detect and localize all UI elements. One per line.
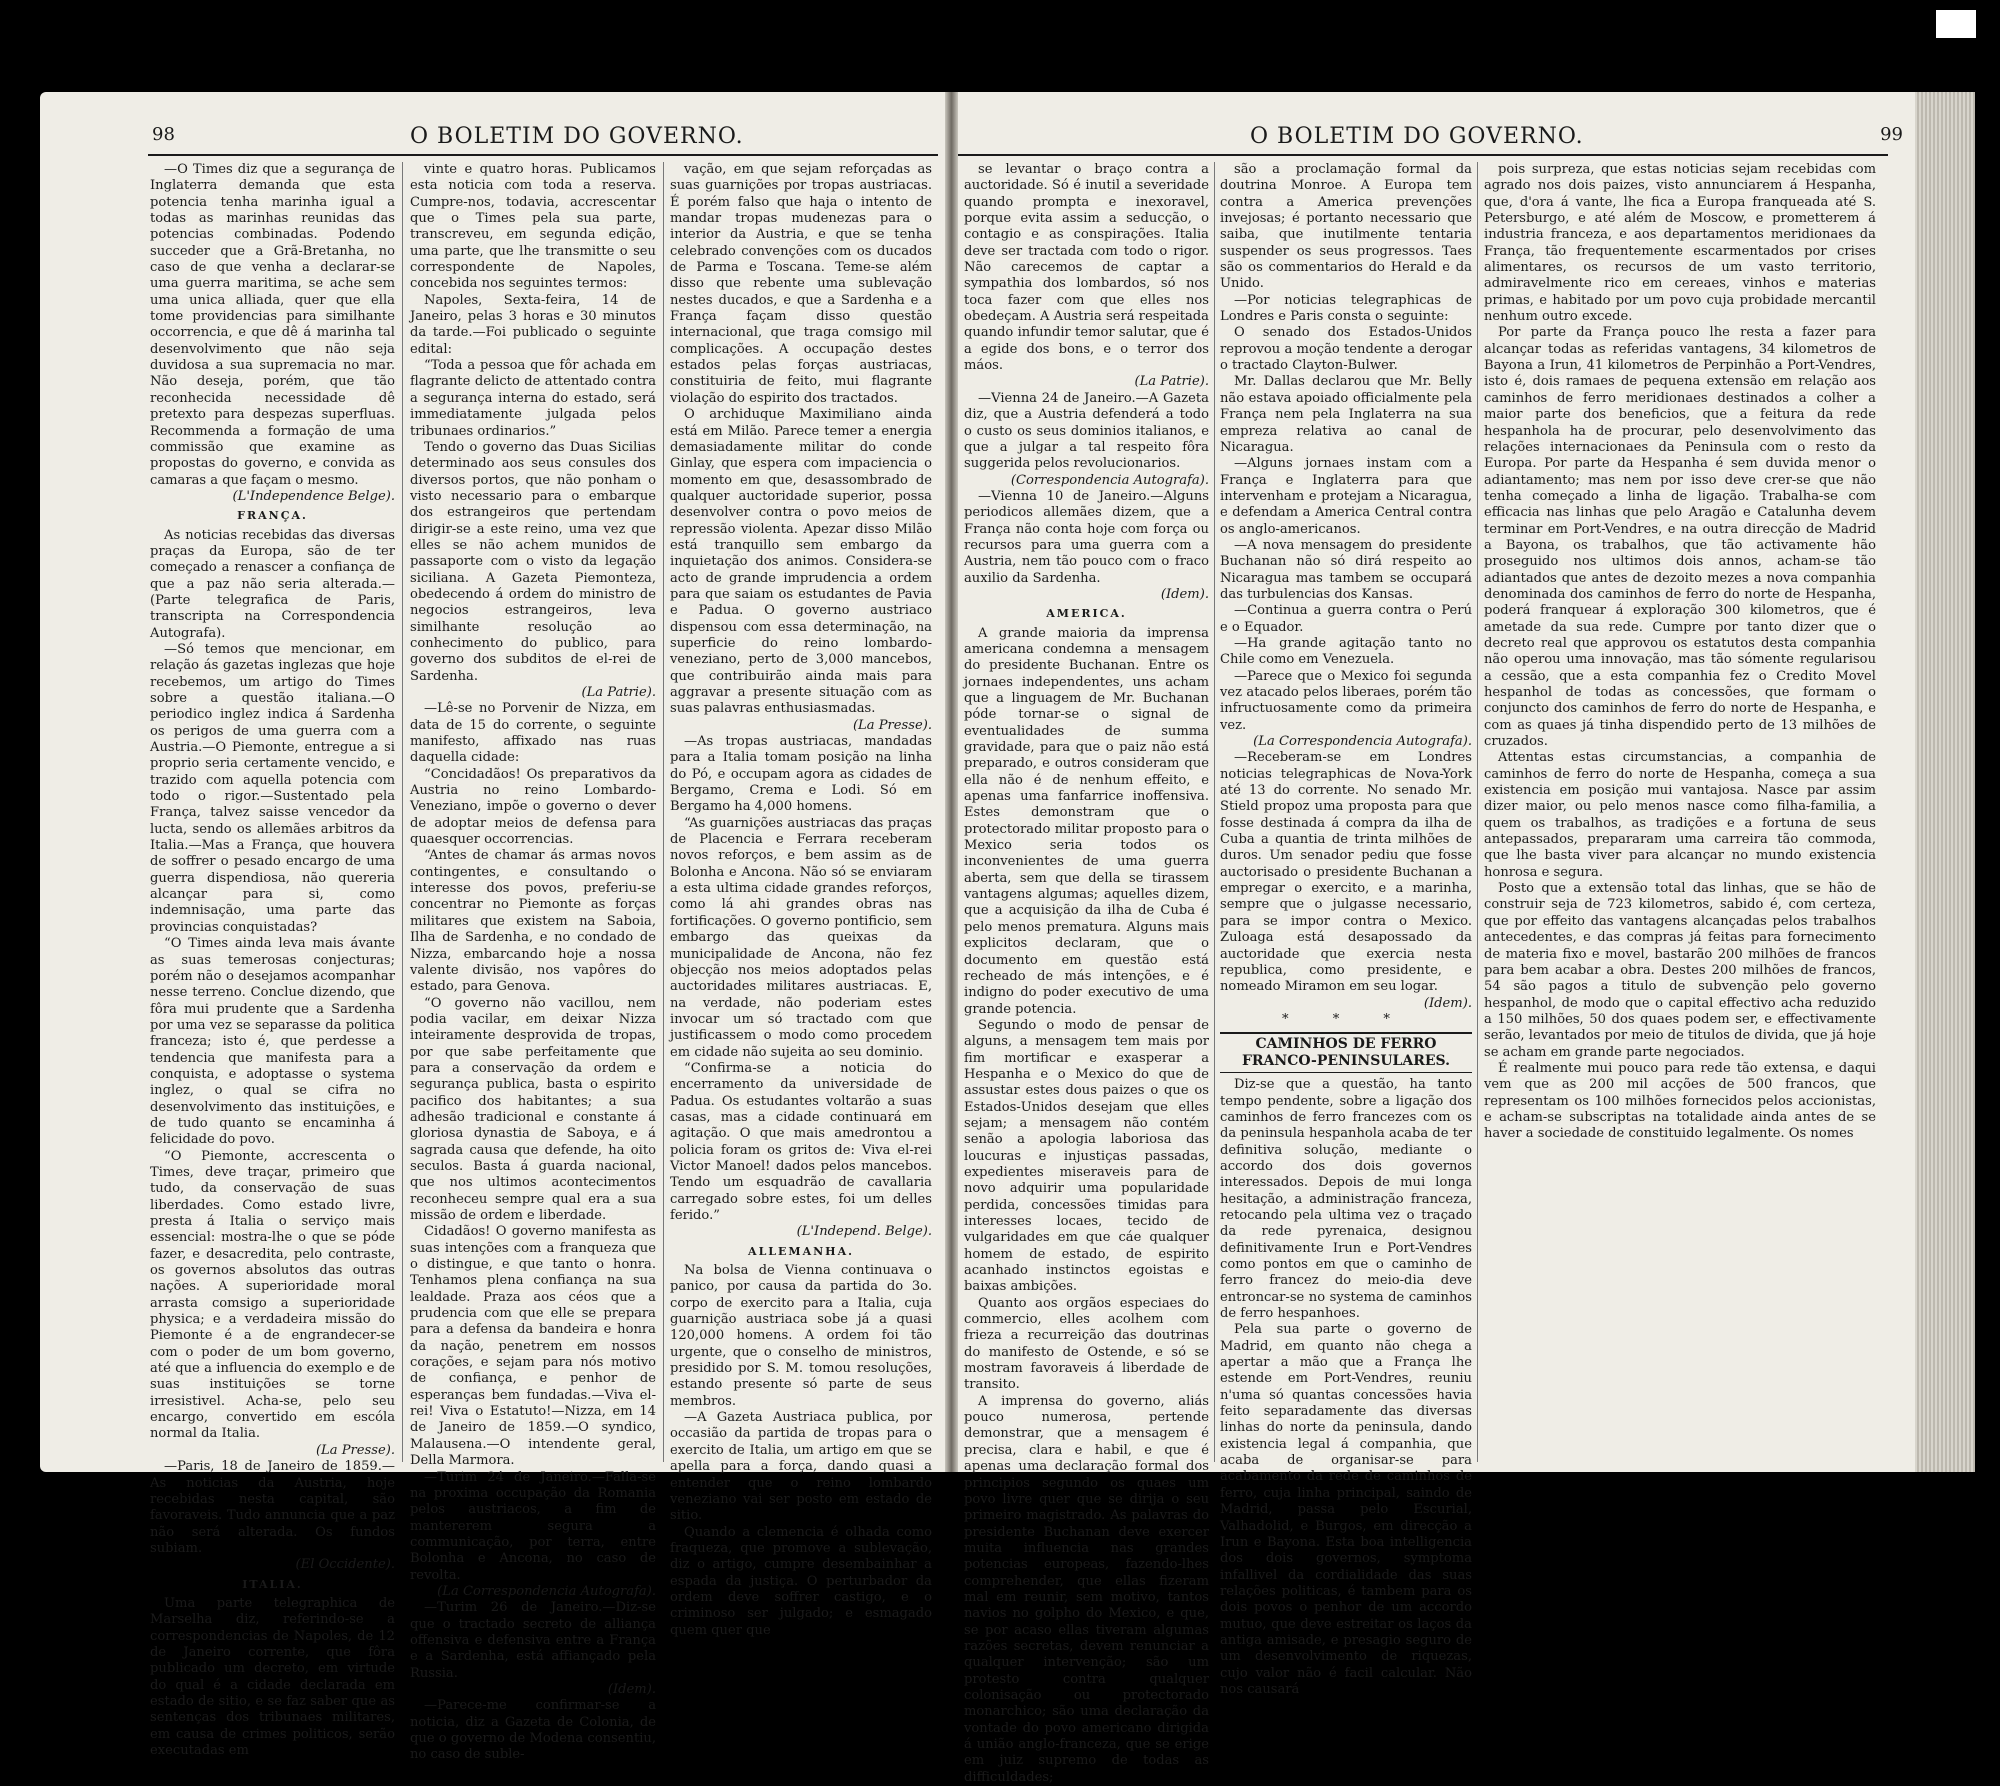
column-divider <box>1214 162 1215 1462</box>
left-column-1 <box>150 162 395 1758</box>
article-title: CAMINHOS DE FERRO FRANCO-PENINSULARES. <box>1220 1032 1472 1073</box>
section-heading: FRANÇA. <box>237 509 308 523</box>
source-credit: (El Occidente). <box>295 1557 395 1573</box>
paragraph: Diz-se que a questão, ha tanto tempo pendente, sobre a ligação dos caminhos de ferro francezes com os da peninsula hespanhola acaba de ter definitiva solução, mediante o accordo dos dois governos interessados. Depois de mui longa hesitação, a administração franceza, retocando pela ultima vez o traçado da rede pyrenaica, designou definitivamente Irun e Port-Vendres como pontos em que o caminho de ferro francez do meio-dia deve entroncar-se no systema de caminhos de ferro hespanhoes. <box>1220 1077 1472 1322</box>
paragraph: —Paris, 18 de Janeiro de 1859.—As noticias da Austria, hoje recebidas nesta capital, são favoraveis. Tudo annuncia que a paz não será alterada. Os fundos subiam. <box>150 1459 395 1556</box>
source-credit: (La Patrie). <box>1134 374 1209 390</box>
right-column-1 <box>964 162 1209 1785</box>
paragraph: A grande maioria da imprensa americana condemna a mensagem do presidente Buchanan. Entre os jornaes independentes, uns acham que a linguagem de Mr. Buchanan póde tornar-se o signal de eventualidades de summa gravidade, para que o paiz não está preparado, e outros consideram que ella não é de nenhum effeito, e apenas uma fanfarrice inoffensiva. Estes demonstram que o protectorado militar proposto para o Mexico seria todos os inconvenientes de uma guerra aberta, sem que della se tirassem vantagens algumas; aquelles dizem, que a acquisição da ilha de Cuba é pelo menos prematura. Alguns mais explicitos declaram, que o documento em questão está recheado de más intenções, e é indigno do poder executivo de uma grande potencia. <box>964 625 1209 1017</box>
source-credit: (La Patrie). <box>581 685 656 700</box>
paragraph: —Turim 26 de Janeiro.—Diz-se que o tractado secreto de alliança offensiva e defensiva entre a França e a Sardenha, está affiançado pela Russia. <box>410 1600 656 1681</box>
newspaper-spread <box>40 92 1975 1785</box>
paragraph: —Receberam-se em Londres noticias telegraphicas de Nova-York até 13 do corrente. No senado Mr. Stield propoz uma proposta para que fosse destinada á compra da ilha de Cuba a quantia de trinta milhões de duros. Um senador pediu que fosse auctorisado o presidente Buchanan a empregar o exercito, e a marinha, sempre que o julgasse necessario, para se impor contra o Mexico. Zuloaga está desapossado da auctoridade que exercia nesta republica, como presidente, e nomeado Miramon em seu logar. <box>1220 750 1472 995</box>
page-number-right: 99 <box>1880 124 1903 145</box>
paragraph: são a proclamação formal da doutrina Monroe. A Europa tem contra a America prevenções invejosas; é portanto necessario que saiba, que inutilmente tentaria suspender os seus progressos. Taes são os commentarios do Herald e da Unido. <box>1220 162 1472 292</box>
source-credit: (La Correspondencia Autografa). <box>437 1583 656 1599</box>
paragraph: —Vienna 24 de Janeiro.—A Gazeta diz, que a Austria defenderá a todo o custo os seus dominios italianos, e que a julgar a tal respeito fôra suggerida pelos revolucionarios. <box>964 390 1209 472</box>
paragraph: se levantar o braço contra a auctoridade. Só é inutil a severidade quando prompta e inexoravel, porque evita assim a seducção, o contagio e as conspirações. Italia deve ser tractada com todo o rigor. Não carecemos de captar a sympathia dos lombardos, só nos toca fazer com que elles nos obedeçam. A Austria será respeitada quando infundir temor salutar, que é a egide dos bons, e o terror dos máos. <box>964 162 1209 374</box>
source-credit: (L'Independ. Belge). <box>796 1224 932 1240</box>
source-credit: (Idem). <box>1160 586 1209 602</box>
separator-stars: * * * <box>1282 1011 1410 1027</box>
paragraph: —A nova mensagem do presidente Buchanan não só dirá respeito ao Nicaragua mas tambem se occupará das turbulencias dos Kansas. <box>1220 537 1472 602</box>
paragraph: —Continua a guerra contra o Perú e o Equador. <box>1220 603 1472 635</box>
paragraph: —Só temos que mencionar, em relação ás gazetas inglezas que hoje recebemos, um artigo do Times sobre a questão italiana.—O periodico inglez indica á Sardenha os perigos de uma guerra com a Austria.—O Piemonte, entregue a si proprio seria certamente vencido, e trazido com aquella potencia com todo o rigor.—Sustentado pela França, talvez saisse vencedor da lucta, sendo os allemães arbitros da Italia.—Mas a França, que houvera de soffrer o pesado encargo de uma guerra dispendiosa, não quereria alcançar para si, como indemnisação, uma parte das provincias conquistadas? <box>150 641 395 935</box>
section-heading: ITALIA. <box>242 1577 303 1591</box>
paragraph: “Concidadãos! Os preparativos da Austria no reino Lombardo-Veneziano, impõe o governo o dever de adoptar meios de defensa para quaesquer occorrencias. <box>410 766 656 848</box>
source-credit: (L'Independence Belge). <box>232 488 395 504</box>
book-gutter <box>945 92 958 1472</box>
header-rule <box>148 154 938 156</box>
left-column-3 <box>670 162 932 1638</box>
paragraph: “O Times ainda leva mais ávante as suas temerosas conjecturas; porém não o desejamos acompanhar nesse terreno. Conclue dizendo, que fôra mui prudente que a Sardenha por uma vez se separasse da politica franceza; isto é, que perdesse a tendencia que manifesta para a conquista, e adoptasse o systema inglez, o qual se cifra no desenvolvimento das instituições, e de tudo quanto se encaminha á felicidade do povo. <box>150 936 395 1148</box>
scanner-background <box>0 0 2000 92</box>
paragraph: Mr. Dallas declarou que Mr. Belly não estava apoiado officialmente pela França nem pela Inglaterra na sua empreza relativa ao canal de Nicaragua. <box>1220 374 1472 455</box>
paragraph: —Alguns jornaes instam com a França e Inglaterra para que intervenham e protejam a Nicaragua, e defendam a America Central contra os anglo-americanos. <box>1220 456 1472 537</box>
paragraph: “As guarnições austriacas das praças de Placencia e Ferrara receberam novos reforços, e bem assim as de Bolonha e Ancona. Não só se enviaram a esta ultima cidade grandes reforços, como lá ahi grandes obras nas fortificações. O governo pontificio, sem embargo das queixas da municipalidade de Ancona, não fez objecção nos meios adoptados pelas auctoridades militares austriacas. E, na verdade, não poderiam estes invocar um só tractado com que justificassem o modo como procedem em cidade não sujeita ao seu dominio. <box>670 815 932 1060</box>
paragraph: “O governo não vacillou, nem podia vacilar, em deixar Nizza inteiramente desprovida de tropas, por que sabe perfeitamente que para a conservação da ordem e segurança publica, basta o espirito pacifico dos habitantes; a sua adhesão tradicional e constante á gloriosa dynastia de Saboya, e á sagrada causa que defende, ha oito seculos. Basta á guarda nacional, que nos ultimos acontecimentos reconheceu sempre qual era a sua missão de ordem e liberdade. <box>410 995 656 1223</box>
source-credit: (La Presse). <box>315 1442 395 1458</box>
paragraph: Pela sua parte o governo de Madrid, em quanto não chega a apertar a mão que a França lhe estende em Port-Vendres, reuniu n'uma só quantas concessões havia feito separadamente das diversas linhas do norte da peninsula, dando existencia legal á companhia, que acaba de organisar-se para acabamento da rede de caminhos de ferro, cuja linha principal, saindo de Madrid, passa pelo Escurial, Valhadolid, e Burgos, em direcção a Irun e Bayona. Esta boa intelligencia dos dois governos, symptoma infallivel da cordialidade das suas relações politicas, é tambem para os dois povos o penhor de um accordo mutuo, que deve estreitar os laços da antiga amisade, e presagio seguro de um desenvolvimento de riquezas, cujo valor não é facil calcular. Não nos causará <box>1220 1322 1472 1697</box>
paragraph: Posto que a extensão total das linhas, que se hão de construir seja de 723 kilometros, sabido é, com certeza, que por effeito das vantagens alcançadas pelos trabalhos antecedentes, e das compras já feitas para fornecimento de materia fixo e movel, bastarão 200 milhões de francos para bem acabar a obra. Destes 200 milhões de francos, 54 são pagos a titulo de subvenção pelo governo hespanhol, de modo que o capital effectivo acha reduzido a 150 milhões, 50 dos quaes podem ser, e effectivamente serão, levantados por meio de titulos de divida, que já hoje se acham em grande parte negociados. <box>1484 881 1876 1060</box>
running-head-right: O BOLETIM DO GOVERNO. <box>1250 124 1584 149</box>
column-divider <box>663 162 664 1462</box>
paragraph: —A Gazeta Austriaca publica, por occasião da partida de tropas para o exercito de Italia, um artigo em que se apella para a força, dando quasi a entender que o reino lombardo veneziano vai ser posto em estado de sitio. <box>670 1410 932 1524</box>
section-heading: ALLEMANHA. <box>748 1244 854 1258</box>
paragraph: Cidadãos! O governo manifesta as suas intenções com a franqueza que o distingue, e que tanto o honra. Tenhamos plena confiança na sua lealdade. Praza aos céos que a prudencia com que elle se prepara para a defensa da bandeira e honra da nação, penetrem em nossos corações, e sejam para nós motivo de confiança, e penhor de esperanças bem fundadas.—Viva el-rei! Viva o Estatuto!—Nizza, em 14 de Janeiro de 1859.—O syndico, Malausena.—O intendente geral, Della Marmora. <box>410 1224 656 1469</box>
paragraph: Quando a clemencia é olhada como fraqueza, que promove a sublevação, diz o artigo, cumpre desembainhar a espada da justiça. O perturbador da ordem deve soffrer castigo, e o criminoso ser julgado; e esmagado quem quer que <box>670 1524 932 1638</box>
page-number-left: 98 <box>152 124 175 145</box>
paragraph: Por parte da França pouco lhe resta a fazer para alcançar todas as referidas vantagens, 34 kilometros de Bayona a Irun, 41 kilometros de Perpinhão a Port-Vendres, isto é, dois ramaes de pequena extensão em relação aos caminhos de ferro meridionaes destinados a colher a maior parte dos beneficios, que a feitura da rede hespanhola ha de procurar, pelo desenvolvimento das relações internacionaes da Peninsula com o resto da Europa. Por parte da Hespanha é sem duvida menor o adiantamento; mas nem por isso deve crer-se que não tenha começado a linha de ligação. Trabalha-se com efficacia nas linhas que pelo Aragão e Catalunha devem terminar em Port-Vendres, e na outra direcção de Madrid a Bayona, os trabalhos, que tão activamente hão proseguido nos ultimos dois annos, acham-se tão adiantados que antes de dezoito mezes a nova companhia denominada dos caminhos de ferro do norte de Hespanha, poderá franquear á exploração 300 kilometros, que é ametade da sua rede. Cumpre por tanto dizer que o decreto real que approvou os estatutos desta companhia não operou uma innovação, mas tão sómente regularisou a cessão, que a esta companhia fez o Credito Movel hespanhol de todas as concessões, que formam o conjuncto dos caminhos de ferro do norte de Hespanha, e com as quaes já tinha dispendido perto de 13 milhões de cruzados. <box>1484 325 1876 750</box>
paragraph: “Toda a pessoa que fôr achada em flagrante delicto de attentado contra a segurança interna do estado, será immediatamente julgada pelos tribunaes ordinarios.” <box>410 358 656 439</box>
running-head-left: O BOLETIM DO GOVERNO. <box>410 124 744 149</box>
paragraph: Napoles, Sexta-feira, 14 de Janeiro, pelas 3 horas e 30 minutos da tarde.—Foi publicado o seguinte edital: <box>410 292 656 357</box>
paragraph: pois surpreza, que estas noticias sejam recebidas com agrado nos dois paizes, visto annunciarem á Hespanha, que, d'ora á vante, lhe fica a Europa franqueada até S. Petersburgo, e até além de Moscow, e prometterem á industria franceza, e aos departamentos meridionaes da França, tão frequentemente escarmentados por crises alimentares, os recursos de um vasto territorio, admiravelmente rico em cereaes, vinhos e materias primas, e habitado por um povo cuja probidade mercantil nenhum outro excede. <box>1484 162 1876 325</box>
paragraph: Tendo o governo das Duas Sicilias determinado aos seus consules dos diversos portos, que não ponham o visto necessario para o embarque dos estrangeiros que pertendam dirigir-se a este reino, uma vez que elles se não achem munidos de passaporte com o visto da legação siciliana. A Gazeta Piemonteza, obedecendo á ordem do ministro de negocios estrangeiros, leva similhante resolução ao conhecimento do publico, para governo dos subditos de el-rei de Sardenha. <box>410 439 656 684</box>
scan-marker <box>1934 8 1978 40</box>
paragraph: Attentas estas circumstancias, a companhia de caminhos de ferro do norte de Hespanha, começa a sua existencia em posição mui vantajosa. Nasce par assim dizer maior, ou pelo menos nasce como filha-familia, a quem os trabalhos, as tradições e a fortuna de seus antepassados, prepararam uma carreira tão commoda, que lhe basta viver para alcançar no mundo existencia honrosa e segura. <box>1484 750 1876 880</box>
paragraph: —Por noticias telegraphicas de Londres e Paris consta o seguinte: <box>1220 292 1472 325</box>
paragraph: —As tropas austriacas, mandadas para a Italia tomam posição na linha do Pó, e occupam agora as cidades de Bergamo, Crema e Lodi. Só em Bergamo ha 4,000 homens. <box>670 734 932 815</box>
source-credit: (Idem). <box>1423 995 1472 1011</box>
source-credit: (La Correspondencia Autografa). <box>1253 734 1472 750</box>
column-divider <box>402 162 403 1462</box>
paragraph: —O Times diz que a segurança de Inglaterra demanda que esta potencia tenha marinha igual a todas as marinhas reunidas das potencias combinadas. Podendo succeder que a Grã-Bretanha, no caso de que venha a declarar-se uma guerra maritima, se ache sem uma unica alliada, quer que ella tome providencias para similhante occorrencia, e que dê á marinha tal desenvolvimento que não seja duvidosa a sua supremacia no mar. Não deseja, porém, que tão reconhecida necessidade dê pretexto para despezas superfluas. Recommenda a formação de uma commissão que examine as propostas do governo, e convida as camaras a que façam o mesmo. <box>150 162 395 488</box>
right-column-2 <box>1220 162 1472 1697</box>
paragraph: A imprensa do governo, aliás pouco numerosa, pertende demonstrar, que a mensagem é precisa, clara e habil, e que é apenas uma declaração formal dos principios segundo os quaes um povo livre quer que se dirija o seu primeiro magistrado. As palavras do presidente Buchanan deve exercer muita influencia nas grandes potencias europeas, fazendo-lhes comprehender, que ellas fizeram mal em reunir, sem motivo, tantos navios no golpho do Mexico, e que, se por acaso ellas tiveram algumas razões secretas, devem renunciar a qualquer intervenção; são um protesto contra qualquer colonisação ou protectorado monarchico; são uma declaração da vontade do povo americano dirigida á união anglo-franceza, que se erige em juiz supremo de todas as difficuldades; <box>964 1393 1209 1785</box>
paragraph: “Antes de chamar ás armas novos contingentes, e consultando o interesse dos povos, preferiu-se concentrar no Piemonte as forças militares que existem na Saboia, Ilha de Sardenha, e no condado de Nizza, embarcando hoje a nossa valente divisão, nos vapôres do estado, para Genova. <box>410 848 656 995</box>
paragraph: O senado dos Estados-Unidos reprovou a moção tendente a derogar o tractado Clayton-Bulwer. <box>1220 325 1472 374</box>
paragraph: Segundo o modo de pensar de alguns, a mensagem tem mais por fim mortificar e exasperar a Hespanha e o Mexico do que de assustar estes dous paizes o que os Estados-Unidos desejam que elles sejam; a mensagem não contém senão a apologia laboriosa das loucuras e injustiças passadas, expedientes miseraveis para de novo adquirir uma popularidade perdida, concessões timidas para interesses locaes, tecido de vulgaridades em que cáe qualquer homem de estado, de espirito acanhado instinctos egoistas e baixas ambições. <box>964 1017 1209 1295</box>
paragraph: Na bolsa de Vienna continuava o panico, por causa da partida do 3o. corpo de exercito para a Italia, cuja guarnição austriaca sobe já a quasi 120,000 homens. A ordem foi tão urgente, que o conselho de ministros, presidido por S. M. tomou resoluções, estando presente só parte de seus membros. <box>670 1263 932 1409</box>
paragraph: “O Piemonte, accrescenta o Times, deve traçar, primeiro que tudo, da conservação de suas liberdades. Como estado livre, presta á Italia o serviço mais essencial: mostra-lhe o que se póde fazer, e desacredita, pelo contraste, os governos absolutos das outras nações. A superioridade moral arrasta comsigo a superioridade physica; e a verdadeira missão do Piemonte é a de engrandecer-se com o poder de um bom governo, até que a influencia do exemplo e de suas instituições se torne irresistivel. Acha-se, pelo seu encargo, convertido em escóla normal da Italia. <box>150 1148 395 1442</box>
paragraph: —Lê-se no Porvenir de Nizza, em data de 15 do corrente, o seguinte manifesto, affixado nas ruas daquella cidade: <box>410 701 656 766</box>
paragraph: “Confirma-se a noticia do encerramento da universidade de Padua. Os estudantes voltarão a suas casas, mas a cidade continuará em agitação. O que mais amedrontou a policia foram os gritos de: Viva el-rei Victor Manoel! dados pelos mancebos. Tendo um esquadrão de cavallaria carregado sobre estes, foi um delles ferido.” <box>670 1060 932 1223</box>
paragraph: —Parece que o Mexico foi segunda vez atacado pelos liberaes, porém tão infructuosamente como da primeira vez. <box>1220 668 1472 733</box>
paragraph: Uma parte telegraphica de Marselha diz, referindo-se a correspondencias de Napoles, de 12 de Janeiro corrente, que fôra publicado um decreto, em virtude do qual é a cidade declarada em estado de sitio, e se faz saber que as sentenças dos tribunaes militares, em causa de crimes politicos, serão executadas em <box>150 1595 395 1758</box>
paragraph: Quanto aos orgãos especiaes do commercio, elles acolhem com frieza a recurreição das doutrinas do manifesto de Ostende, e só se mostram favoraveis á liberdade de transito. <box>964 1295 1209 1393</box>
right-column-3 <box>1484 162 1876 1462</box>
paragraph: —Vienna 10 de Janeiro.—Alguns periodicos allemães dizem, que a França não conta hoje com força ou recursos para uma guerra com a Austria, nem tão pouco com o fraco auxilio da Sardenha. <box>964 488 1209 586</box>
paragraph: —Parece-me confirmar-se a noticia, diz a Gazeta de Colonia, de que o governo de Modena consentiu, no caso de suble- <box>410 1698 656 1763</box>
section-heading: AMERICA. <box>1046 607 1127 621</box>
source-credit: (La Presse). <box>852 717 932 733</box>
left-column-2 <box>410 162 656 1763</box>
column-divider <box>1477 162 1478 1462</box>
paragraph: vinte e quatro horas. Publicamos esta noticia com toda a reserva. Cumpre-nos, todavia, accrescentar que o Times pela sua parte, transcreveu, em segunda edição, uma parte, que lhe transmitte o seu correspondente de Napoles, concebida nos seguintes termos: <box>410 162 656 292</box>
header-rule <box>958 154 1888 156</box>
paragraph: O archiduque Maximiliano ainda está em Milão. Parece temer a energia demasiadamente militar do conde Ginlay, que espera com impaciencia o momento em que, desassombrado de qualquer auctoridade superior, possa desenvolver contra o povo meios de repressão violenta. Apezar disso Milão está tranquillo sem embargo da inquietação dos animos. Considera-se acto de grande imprudencia a ordem para que saiam os estudantes de Pavia e Padua. O governo austriaco dispensou com essa determinação, na superficie do reino lombardo-veneziano, perto de 3,000 mancebos, que contribuirão ainda mais para aggravar a presente situação com as suas palavras enthusiasmadas. <box>670 407 932 717</box>
left-page <box>40 92 945 1763</box>
right-page <box>958 92 1975 1785</box>
paragraph: É realmente mui pouco para rede tão extensa, e daqui vem que as 200 mil acções de 500 francos, que representam os 100 milhões fornecidos pelos accionistas, e acham-se subscriptas na totalidade ainda antes de se haver a sociedade de constituido legalmente. Os nomes <box>1484 1060 1876 1142</box>
paragraph: As noticias recebidas das diversas praças da Europa, são de ter começado a renascer a confiança de que a paz não seria alterada.—(Parte telegrafica de Paris, transcripta na Correspondencia Autografa). <box>150 527 395 641</box>
paragraph: vação, em que sejam reforçadas as suas guarnições por tropas austriacas. É porém falso que haja o intento de mandar tropas mudenezas para o interior da Austria, e que se tenha celebrado convenções com os ducados de Parma e Toscana. Teme-se além disso que rebente uma sublevação nestes ducados, e que a Sardenha e a França façam disso questão internacional, que traga comsigo mil complicações. A occupação destes estados pelas forças austriacas, constituiria de feito, mui flagrante violação do espirito dos tractados. <box>670 162 932 406</box>
source-credit: (Idem). <box>607 1681 656 1697</box>
paragraph: —Ha grande agitação tanto no Chile como em Venezuela. <box>1220 635 1472 668</box>
paragraph: —Turim 24 de Janeiro.—Falla-se na proxima occupação da Romania pelos austriacos, a fim de mantererem segura a communicação, por terra, entre Bolonha e Ancona, no caso de revolta. <box>410 1469 656 1583</box>
source-credit: (Correspondencia Autografa). <box>1010 472 1209 488</box>
page-edges <box>1915 92 1975 1472</box>
